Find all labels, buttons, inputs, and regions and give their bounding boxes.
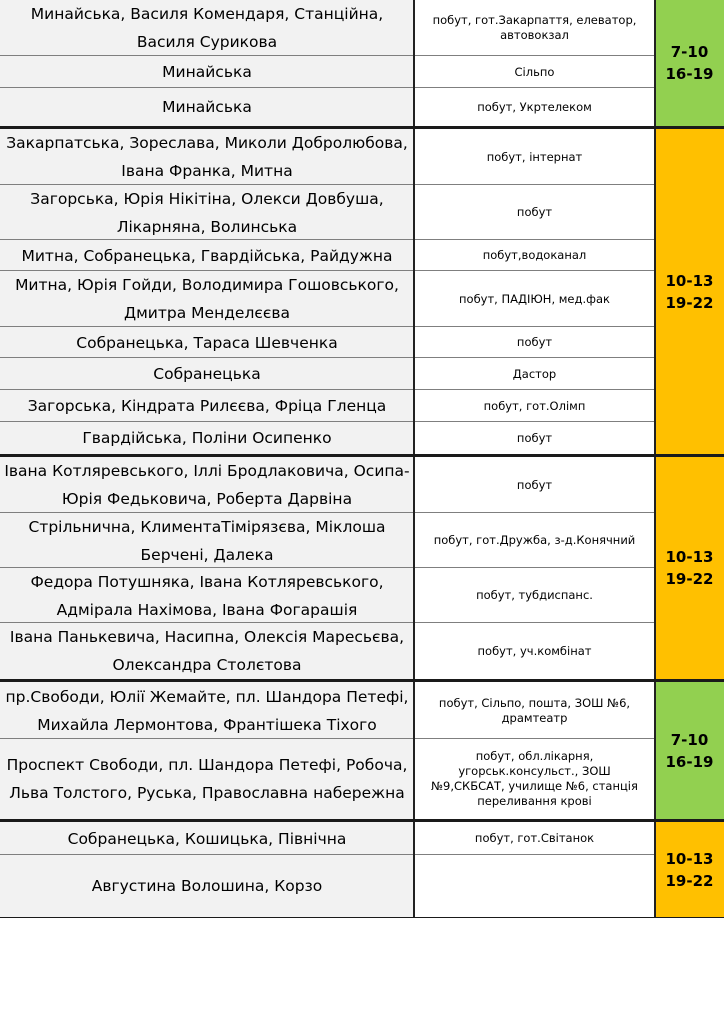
time-slot-morning: 7-10	[670, 730, 709, 749]
time-slot-cell	[655, 457, 724, 679]
objects-cell	[414, 129, 655, 185]
street-names: Митна, Собранецька, Гвардійська, Райдужна	[21, 246, 393, 265]
column-divider	[654, 129, 656, 454]
street-cell	[0, 422, 414, 454]
objects-cell	[414, 739, 655, 819]
street-cell	[0, 271, 414, 327]
objects-text: побут, гот.Світанок	[474, 831, 595, 845]
street-names: Собранецька, Тараса Шевченка	[76, 333, 338, 352]
objects-cell	[414, 855, 655, 917]
objects-text: побут, уч.комбінат	[477, 643, 592, 658]
objects-cell	[414, 88, 655, 126]
objects-cell	[414, 358, 655, 390]
objects-text: побут, гот.Олімп	[483, 398, 586, 413]
street-cell	[0, 822, 414, 855]
street-names: Собранецька, Кошицька, Північна	[67, 829, 347, 848]
time-slot-evening: 19-22	[665, 293, 714, 312]
street-names: Загорська, Юрія Нікітіна, Олекси Довбуша, Лікарняна, Волинська	[30, 189, 384, 236]
street-names: Собранецька	[153, 365, 261, 383]
time-slot-morning: 7-10	[670, 43, 709, 61]
street-cell	[0, 185, 414, 240]
time-slot-cell	[655, 682, 724, 819]
time-slot-cell	[655, 129, 724, 454]
street-names: пр.Свободи, Юлії Жемайте, пл. Шандора Петефі, Михайла Лермонтова, Франтішека Тіхого	[5, 687, 409, 734]
column-divider	[413, 682, 415, 819]
column-divider	[413, 822, 415, 917]
objects-cell	[414, 390, 655, 422]
time-slot-evening: 19-22	[665, 570, 714, 588]
street-names: Федора Потушняка, Івана Котляревського, Адмірала Нахімова, Івана Фогарашія	[30, 572, 384, 619]
objects-cell	[414, 56, 655, 88]
street-names: Митна, Юрія Гойди, Володимира Гошовського, Дмитра Менделєєва	[15, 276, 399, 322]
street-cell	[0, 390, 414, 422]
objects-text: побут, Сільпо, пошта, ЗОШ №6, драмтеатр	[438, 695, 631, 725]
street-names: Стрільнична, КлиментаТімірязєва, Міклоша Берчені, Далека	[28, 517, 386, 564]
street-cell	[0, 358, 414, 390]
time-slot-evening: 16-19	[665, 752, 714, 771]
street-names: Івана Котляревського, Іллі Бродлаковича, Осипа-Юрія Федьковича, Роберта Дарвіна	[4, 462, 410, 508]
objects-cell	[414, 422, 655, 454]
objects-text: побут, гот.Дружба, з-д.Конячний	[433, 533, 636, 547]
objects-text: побут, гот.Закарпаття, елеватор, автовокзал	[432, 13, 637, 42]
objects-cell	[414, 240, 655, 271]
column-divider	[654, 682, 656, 819]
objects-cell	[414, 457, 655, 513]
time-slot-cell	[655, 822, 724, 917]
time-slot-evening: 19-22	[665, 871, 714, 890]
objects-cell	[414, 271, 655, 327]
column-divider	[413, 129, 415, 454]
street-names: Августина Волошина, Корзо	[91, 877, 323, 895]
street-cell	[0, 129, 414, 185]
objects-text: побут, ПАДІЮН, мед.фак	[459, 291, 610, 306]
street-names: Івана Панькевича, Насипна, Олексія Маресьєва, Олександра Столєтова	[9, 628, 405, 674]
objects-text: побут, тубдиспанс.	[476, 588, 593, 602]
objects-cell	[414, 185, 655, 240]
street-cell	[0, 0, 414, 56]
column-divider	[654, 457, 656, 679]
column-divider	[654, 0, 656, 126]
objects-text: побут, Укртелеком	[477, 99, 592, 114]
street-cell	[0, 56, 414, 88]
objects-cell	[414, 0, 655, 56]
street-names: Загорська, Кіндрата Рилєєва, Фріца Гленца	[27, 397, 387, 415]
objects-text: побут,водоканал	[482, 248, 587, 262]
objects-text: побут	[516, 477, 553, 492]
street-cell	[0, 88, 414, 126]
objects-cell	[414, 568, 655, 623]
objects-cell	[414, 623, 655, 679]
objects-text: побут, інтернат	[486, 149, 583, 164]
street-cell	[0, 457, 414, 513]
column-divider	[654, 822, 656, 917]
street-names: Гвардійська, Поліни Осипенко	[82, 429, 332, 447]
street-names: Минайська	[162, 98, 252, 116]
street-cell	[0, 240, 414, 271]
time-slot-morning: 10-13	[665, 849, 714, 868]
street-cell	[0, 327, 414, 358]
time-slot-evening: 16-19	[665, 65, 714, 83]
street-cell	[0, 739, 414, 819]
street-names: Проспект Свободи, пл. Шандора Петефі, Робоча, Льва Толстого, Руська, Православна набережна	[6, 756, 408, 802]
objects-cell	[414, 513, 655, 568]
street-cell	[0, 623, 414, 679]
objects-text: побут, обл.лікарня, угорськ.консульст., ЗОШ №9,СКБСАТ, училище №6, станція переливання крові	[431, 749, 638, 808]
objects-cell	[414, 682, 655, 739]
table-bottom-border	[0, 917, 724, 918]
objects-cell	[414, 327, 655, 358]
objects-text: побут	[516, 430, 553, 445]
column-divider	[413, 457, 415, 679]
objects-text: побут	[516, 205, 553, 219]
time-slot-cell	[655, 0, 724, 126]
street-names: Минайська	[162, 63, 252, 81]
objects-cell	[414, 822, 655, 855]
street-names: Закарпатська, Зореслава, Миколи Добролюбова, Івана Франка, Митна	[6, 134, 408, 180]
column-divider	[413, 0, 415, 126]
objects-text: побут	[516, 335, 553, 349]
street-cell	[0, 568, 414, 623]
street-names: Минайська, Василя Комендаря, Станційна, Василя Сурикова	[30, 5, 384, 51]
time-slot-morning: 10-13	[665, 548, 714, 566]
objects-text: Дастор	[512, 366, 557, 381]
street-cell	[0, 855, 414, 917]
time-slot-morning: 10-13	[665, 271, 714, 290]
street-cell	[0, 682, 414, 739]
objects-text: Сільпо	[514, 64, 555, 79]
street-cell	[0, 513, 414, 568]
